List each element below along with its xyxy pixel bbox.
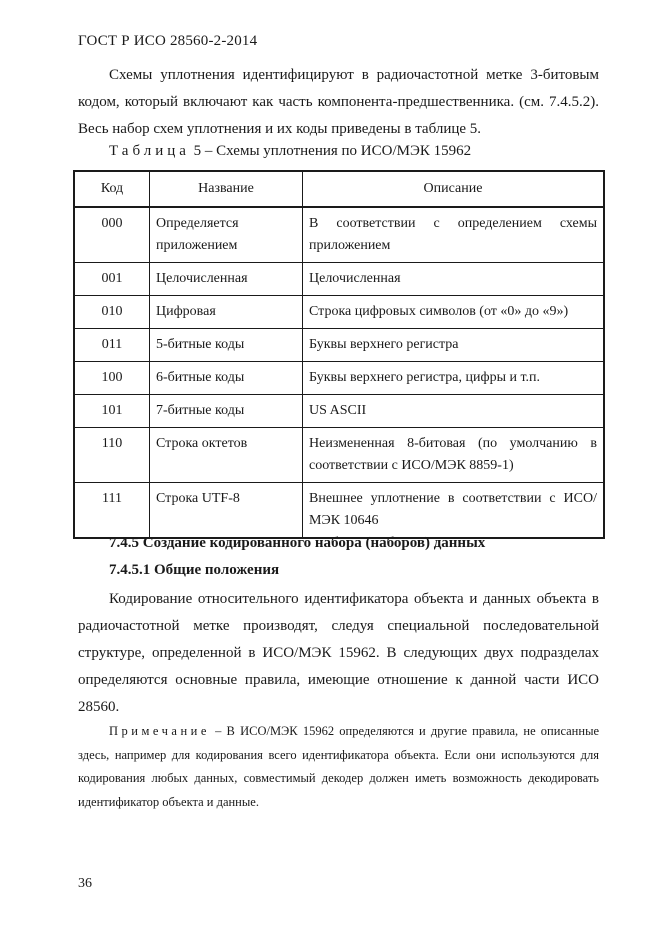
header-code: Код	[74, 171, 150, 207]
cell-name: Строка UTF-8	[150, 483, 303, 539]
intro-paragraph: Схемы уплотнения идентифицируют в радиочастотной метке 3-битовым кодом, который включают как часть компонента-предшественника. (см. 7.4.5.2). Весь набор схем уплотнения и их коды приведены в таблице 5.	[78, 67, 599, 137]
table-row	[74, 263, 604, 296]
cell-code: 101	[74, 395, 150, 428]
section-heading: 7.4.5 Создание кодированного набора (наборов) данных	[109, 535, 486, 551]
subsection-heading: 7.4.5.1 Общие положения	[109, 562, 280, 578]
cell-name: 5-битные коды	[150, 329, 303, 362]
table-row	[74, 362, 604, 395]
cell-name: Целочисленная	[150, 263, 303, 296]
table-row	[74, 428, 604, 483]
cell-description: Внешнее уплотнение в соответствии с ИСО/МЭК 10646	[303, 483, 605, 539]
cell-description: Буквы верхнего регистра	[303, 329, 605, 362]
cell-code: 000	[74, 207, 150, 263]
cell-description: В соответствии с определением схемы приложением	[303, 207, 605, 263]
cell-code: 100	[74, 362, 150, 395]
table-row	[74, 329, 604, 362]
cell-description: Строка цифровых символов (от «0» до «9»)	[303, 296, 605, 329]
cell-name: 7-битные коды	[150, 395, 303, 428]
cell-description: US ASCII	[303, 395, 605, 428]
table-caption-label: Таблица	[109, 143, 190, 159]
table-row	[74, 395, 604, 428]
header-name: Название	[150, 171, 303, 207]
document-header: ГОСТ Р ИСО 28560-2-2014	[78, 33, 258, 49]
cell-name: Строка октетов	[150, 428, 303, 483]
table-caption	[109, 143, 471, 160]
cell-name: 6-битные коды	[150, 362, 303, 395]
table-row	[74, 296, 604, 329]
cell-code: 110	[74, 428, 150, 483]
note-label: Примечание	[109, 724, 210, 738]
note-text: В ИСО/МЭК 15962 определяются и другие правила, не описанные здесь, например для кодирования всего идентификатора объекта. Если они используются для кодирования любых данных, совместимый декодер должен иметь возможность декодировать идентификатор объекта и данные.	[78, 724, 600, 809]
cell-code: 111	[74, 483, 150, 539]
cell-description: Целочисленная	[303, 263, 605, 296]
table-header-row	[74, 171, 604, 207]
section-paragraph: Кодирование относительного идентификатора объекта и данных объекта в радиочастотной метке производят, следуя специальной последовательной структуре, определенной в ИСО/МЭК 15962. В следующих двух подразделах определяются основные правила, имеющие отношение к данной части ИСО 28560.	[78, 591, 599, 715]
note-dash: –	[215, 724, 222, 738]
page-number: 36	[78, 876, 92, 891]
cell-name: Определяется приложением	[150, 207, 303, 263]
cell-description: Буквы верхнего регистра, цифры и т.п.	[303, 362, 605, 395]
compaction-schemes-table	[73, 170, 605, 539]
header-description: Описание	[303, 171, 605, 207]
cell-name: Цифровая	[150, 296, 303, 329]
cell-code: 001	[74, 263, 150, 296]
note-paragraph	[78, 720, 599, 814]
table-caption-number: 5	[193, 143, 202, 159]
table-row	[74, 207, 604, 263]
table-caption-title: Схемы уплотнения по ИСО/МЭК 15962	[216, 143, 472, 159]
cell-code: 010	[74, 296, 150, 329]
cell-code: 011	[74, 329, 150, 362]
table-row	[74, 483, 604, 539]
table-caption-dash: –	[204, 143, 213, 159]
cell-description: Неизмененная 8-битовая (по умолчанию в соответствии с ИСО/МЭК 8859-1)	[303, 428, 605, 483]
